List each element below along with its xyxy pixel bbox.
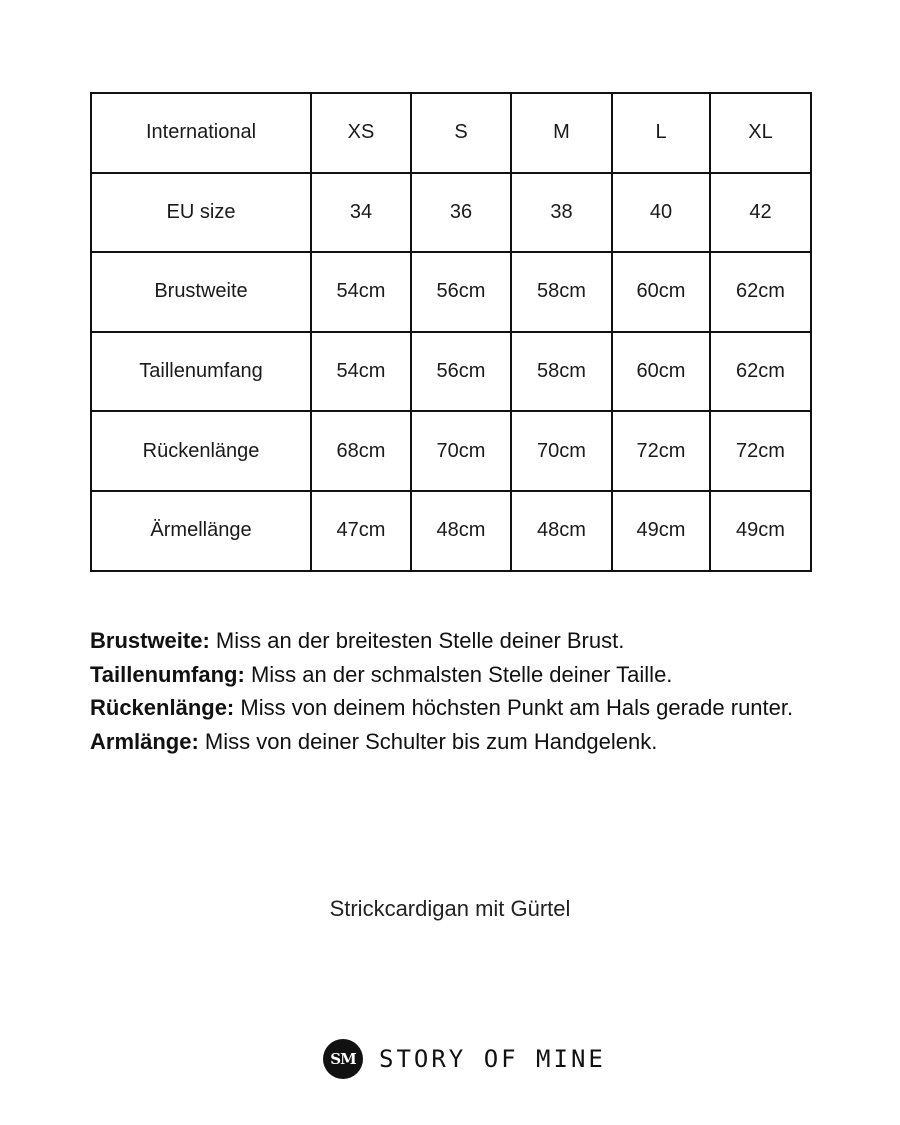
brand-name: STORY OF MINE bbox=[379, 1045, 606, 1073]
note-text: Miss an der schmalsten Stelle deiner Taille. bbox=[250, 661, 673, 687]
table-cell: 54cm bbox=[311, 252, 411, 332]
table-cell: 62cm bbox=[710, 332, 811, 412]
note-term: Brustweite: bbox=[90, 628, 210, 653]
table-cell: 48cm bbox=[411, 491, 511, 571]
row-label: Brustweite bbox=[91, 252, 311, 332]
table-cell: 58cm bbox=[511, 252, 612, 332]
brand-logo-icon: SM bbox=[323, 1039, 363, 1079]
table-cell: 60cm bbox=[612, 332, 710, 412]
header-cell-size: S bbox=[411, 93, 511, 173]
table-header-row bbox=[91, 93, 811, 173]
table-cell: 49cm bbox=[612, 491, 710, 571]
note-armlaenge bbox=[90, 725, 810, 759]
table-cell: 40 bbox=[612, 173, 710, 253]
note-rueckenlaenge bbox=[90, 691, 810, 725]
table-cell: 49cm bbox=[710, 491, 811, 571]
note-taillenumfang bbox=[90, 658, 810, 692]
header-cell-size: XL bbox=[710, 93, 811, 173]
table-cell: 70cm bbox=[411, 411, 511, 491]
table-row bbox=[91, 491, 811, 571]
table-cell: 42 bbox=[710, 173, 811, 253]
note-text: Miss an der breitesten Stelle deiner Brust. bbox=[215, 628, 625, 653]
note-term: Rückenlänge: bbox=[90, 695, 235, 720]
note-term: Taillenumfang: bbox=[90, 661, 245, 687]
table-cell: 70cm bbox=[511, 411, 612, 491]
table-row bbox=[91, 332, 811, 412]
row-label: Rückenlänge bbox=[91, 411, 311, 491]
table-cell: 56cm bbox=[411, 332, 511, 412]
header-cell-label: International bbox=[91, 93, 311, 173]
brand-footer bbox=[323, 1038, 606, 1080]
table-cell: 54cm bbox=[311, 332, 411, 412]
table-cell: 34 bbox=[311, 173, 411, 253]
measurement-notes bbox=[90, 624, 810, 758]
note-term: Armlänge: bbox=[90, 728, 199, 754]
table-cell: 72cm bbox=[710, 411, 811, 491]
table-cell: 68cm bbox=[311, 411, 411, 491]
size-chart-table bbox=[90, 92, 812, 572]
table-cell: 56cm bbox=[411, 252, 511, 332]
row-label: Ärmellänge bbox=[91, 491, 311, 571]
row-label: EU size bbox=[91, 173, 311, 253]
header-cell-size: XS bbox=[311, 93, 411, 173]
table-cell: 72cm bbox=[612, 411, 710, 491]
table-cell: 58cm bbox=[511, 332, 612, 412]
note-brustweite bbox=[90, 624, 810, 658]
table-cell: 38 bbox=[511, 173, 612, 253]
note-text: Miss von deiner Schulter bis zum Handgelenk. bbox=[204, 728, 658, 754]
header-cell-size: L bbox=[612, 93, 710, 173]
header-cell-size: M bbox=[511, 93, 612, 173]
table-row bbox=[91, 252, 811, 332]
row-label: Taillenumfang bbox=[91, 332, 311, 412]
note-text: Miss von deinem höchsten Punkt am Hals gerade runter. bbox=[240, 695, 794, 720]
table-row bbox=[91, 411, 811, 491]
table-row bbox=[91, 173, 811, 253]
product-name: Strickcardigan mit Gürtel bbox=[329, 896, 571, 921]
table-cell: 48cm bbox=[511, 491, 612, 571]
table-cell: 36 bbox=[411, 173, 511, 253]
table-cell: 60cm bbox=[612, 252, 710, 332]
table-cell: 62cm bbox=[710, 252, 811, 332]
table-cell: 47cm bbox=[311, 491, 411, 571]
